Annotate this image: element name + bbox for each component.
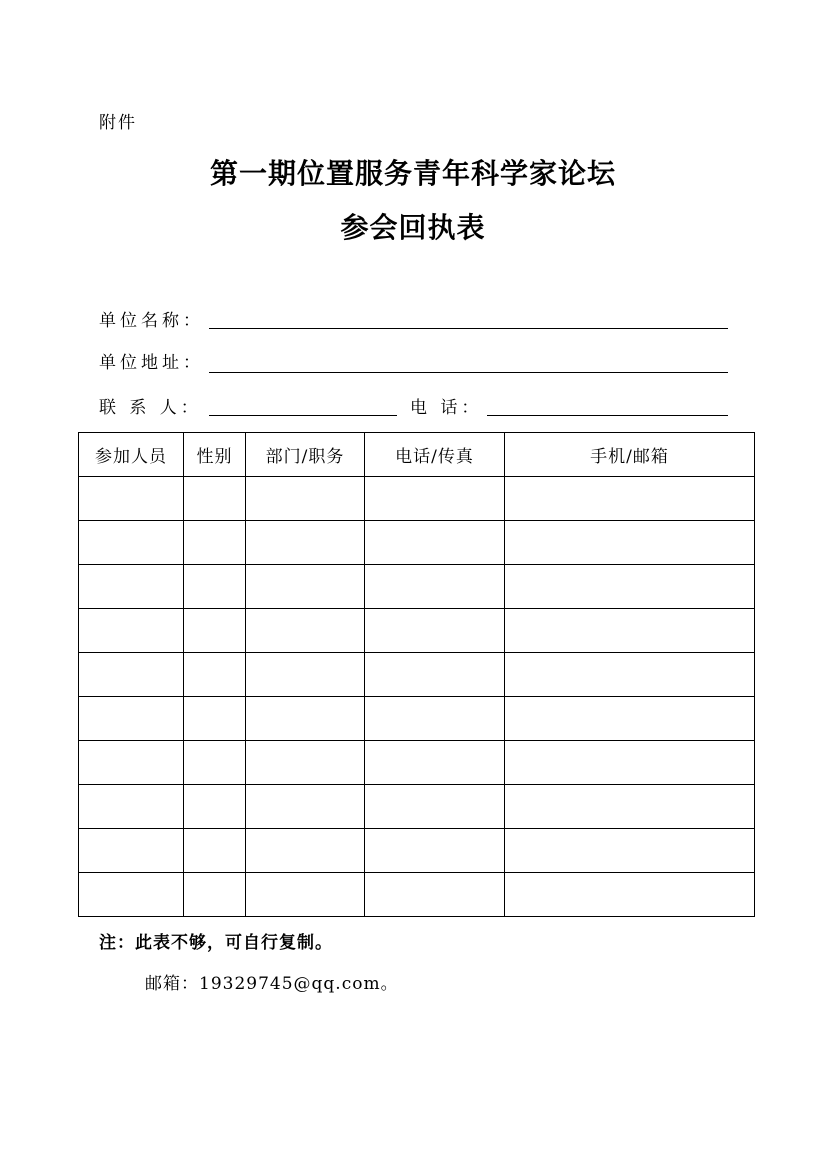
cell-department[interactable] bbox=[246, 477, 365, 521]
contact-label: 联 系 人： bbox=[99, 398, 202, 418]
phone-blank[interactable] bbox=[487, 415, 728, 416]
header-gender: 性别 bbox=[184, 433, 246, 477]
page-title: 第一期位置服务青年科学家论坛 bbox=[209, 157, 616, 190]
cell-mobile-email[interactable] bbox=[505, 653, 755, 697]
cell-attendee[interactable] bbox=[79, 873, 184, 917]
cell-mobile-email[interactable] bbox=[505, 565, 755, 609]
cell-attendee[interactable] bbox=[79, 653, 184, 697]
cell-gender[interactable] bbox=[184, 829, 246, 873]
cell-mobile-email[interactable] bbox=[505, 609, 755, 653]
annex-label: 附件 bbox=[99, 113, 137, 133]
cell-phone-fax[interactable] bbox=[365, 785, 505, 829]
cell-phone-fax[interactable] bbox=[365, 565, 505, 609]
cell-attendee[interactable] bbox=[79, 609, 184, 653]
note-text: 注：此表不够，可自行复制。 bbox=[99, 933, 333, 953]
cell-department[interactable] bbox=[246, 829, 365, 873]
cell-phone-fax[interactable] bbox=[365, 521, 505, 565]
table-row bbox=[79, 477, 755, 521]
cell-department[interactable] bbox=[246, 697, 365, 741]
cell-mobile-email[interactable] bbox=[505, 521, 755, 565]
cell-attendee[interactable] bbox=[79, 477, 184, 521]
cell-mobile-email[interactable] bbox=[505, 741, 755, 785]
table-row bbox=[79, 873, 755, 917]
cell-mobile-email[interactable] bbox=[505, 477, 755, 521]
table-row bbox=[79, 829, 755, 873]
cell-department[interactable] bbox=[246, 609, 365, 653]
unit-name-label: 单位名称： bbox=[99, 311, 204, 331]
cell-department[interactable] bbox=[246, 565, 365, 609]
cell-gender[interactable] bbox=[184, 653, 246, 697]
cell-attendee[interactable] bbox=[79, 521, 184, 565]
cell-phone-fax[interactable] bbox=[365, 609, 505, 653]
cell-gender[interactable] bbox=[184, 741, 246, 785]
page-subtitle: 参会回执表 bbox=[340, 211, 486, 244]
table-row bbox=[79, 521, 755, 565]
unit-name-row bbox=[99, 306, 729, 336]
cell-department[interactable] bbox=[246, 521, 365, 565]
table-row bbox=[79, 785, 755, 829]
cell-attendee[interactable] bbox=[79, 565, 184, 609]
cell-department[interactable] bbox=[246, 785, 365, 829]
unit-address-row bbox=[99, 348, 729, 378]
cell-phone-fax[interactable] bbox=[365, 873, 505, 917]
table-row bbox=[79, 609, 755, 653]
cell-gender[interactable] bbox=[184, 521, 246, 565]
table-body bbox=[79, 477, 755, 917]
email-line: 邮箱：19329745@qq.com。 bbox=[145, 974, 399, 994]
cell-attendee[interactable] bbox=[79, 785, 184, 829]
header-phone-fax: 电话/传真 bbox=[365, 433, 505, 477]
cell-department[interactable] bbox=[246, 653, 365, 697]
cell-gender[interactable] bbox=[184, 785, 246, 829]
cell-gender[interactable] bbox=[184, 697, 246, 741]
cell-phone-fax[interactable] bbox=[365, 697, 505, 741]
cell-attendee[interactable] bbox=[79, 829, 184, 873]
cell-phone-fax[interactable] bbox=[365, 741, 505, 785]
header-department: 部门/职务 bbox=[246, 433, 365, 477]
cell-phone-fax[interactable] bbox=[365, 477, 505, 521]
contact-row bbox=[99, 393, 729, 423]
unit-address-label: 单位地址： bbox=[99, 353, 204, 373]
cell-gender[interactable] bbox=[184, 609, 246, 653]
table-row bbox=[79, 697, 755, 741]
cell-gender[interactable] bbox=[184, 565, 246, 609]
cell-phone-fax[interactable] bbox=[365, 829, 505, 873]
cell-mobile-email[interactable] bbox=[505, 785, 755, 829]
cell-mobile-email[interactable] bbox=[505, 697, 755, 741]
cell-attendee[interactable] bbox=[79, 741, 184, 785]
unit-name-blank[interactable] bbox=[209, 328, 728, 329]
cell-department[interactable] bbox=[246, 873, 365, 917]
unit-address-blank[interactable] bbox=[209, 372, 728, 373]
cell-gender[interactable] bbox=[184, 873, 246, 917]
table-row bbox=[79, 565, 755, 609]
cell-gender[interactable] bbox=[184, 477, 246, 521]
cell-phone-fax[interactable] bbox=[365, 653, 505, 697]
table-row bbox=[79, 653, 755, 697]
contact-blank[interactable] bbox=[209, 415, 397, 416]
registration-table bbox=[78, 432, 755, 917]
header-mobile-email: 手机/邮箱 bbox=[505, 433, 755, 477]
table-header-row bbox=[79, 433, 755, 477]
cell-department[interactable] bbox=[246, 741, 365, 785]
header-attendee: 参加人员 bbox=[79, 433, 184, 477]
table-row bbox=[79, 741, 755, 785]
cell-attendee[interactable] bbox=[79, 697, 184, 741]
phone-label: 电 话： bbox=[410, 398, 483, 418]
cell-mobile-email[interactable] bbox=[505, 829, 755, 873]
cell-mobile-email[interactable] bbox=[505, 873, 755, 917]
